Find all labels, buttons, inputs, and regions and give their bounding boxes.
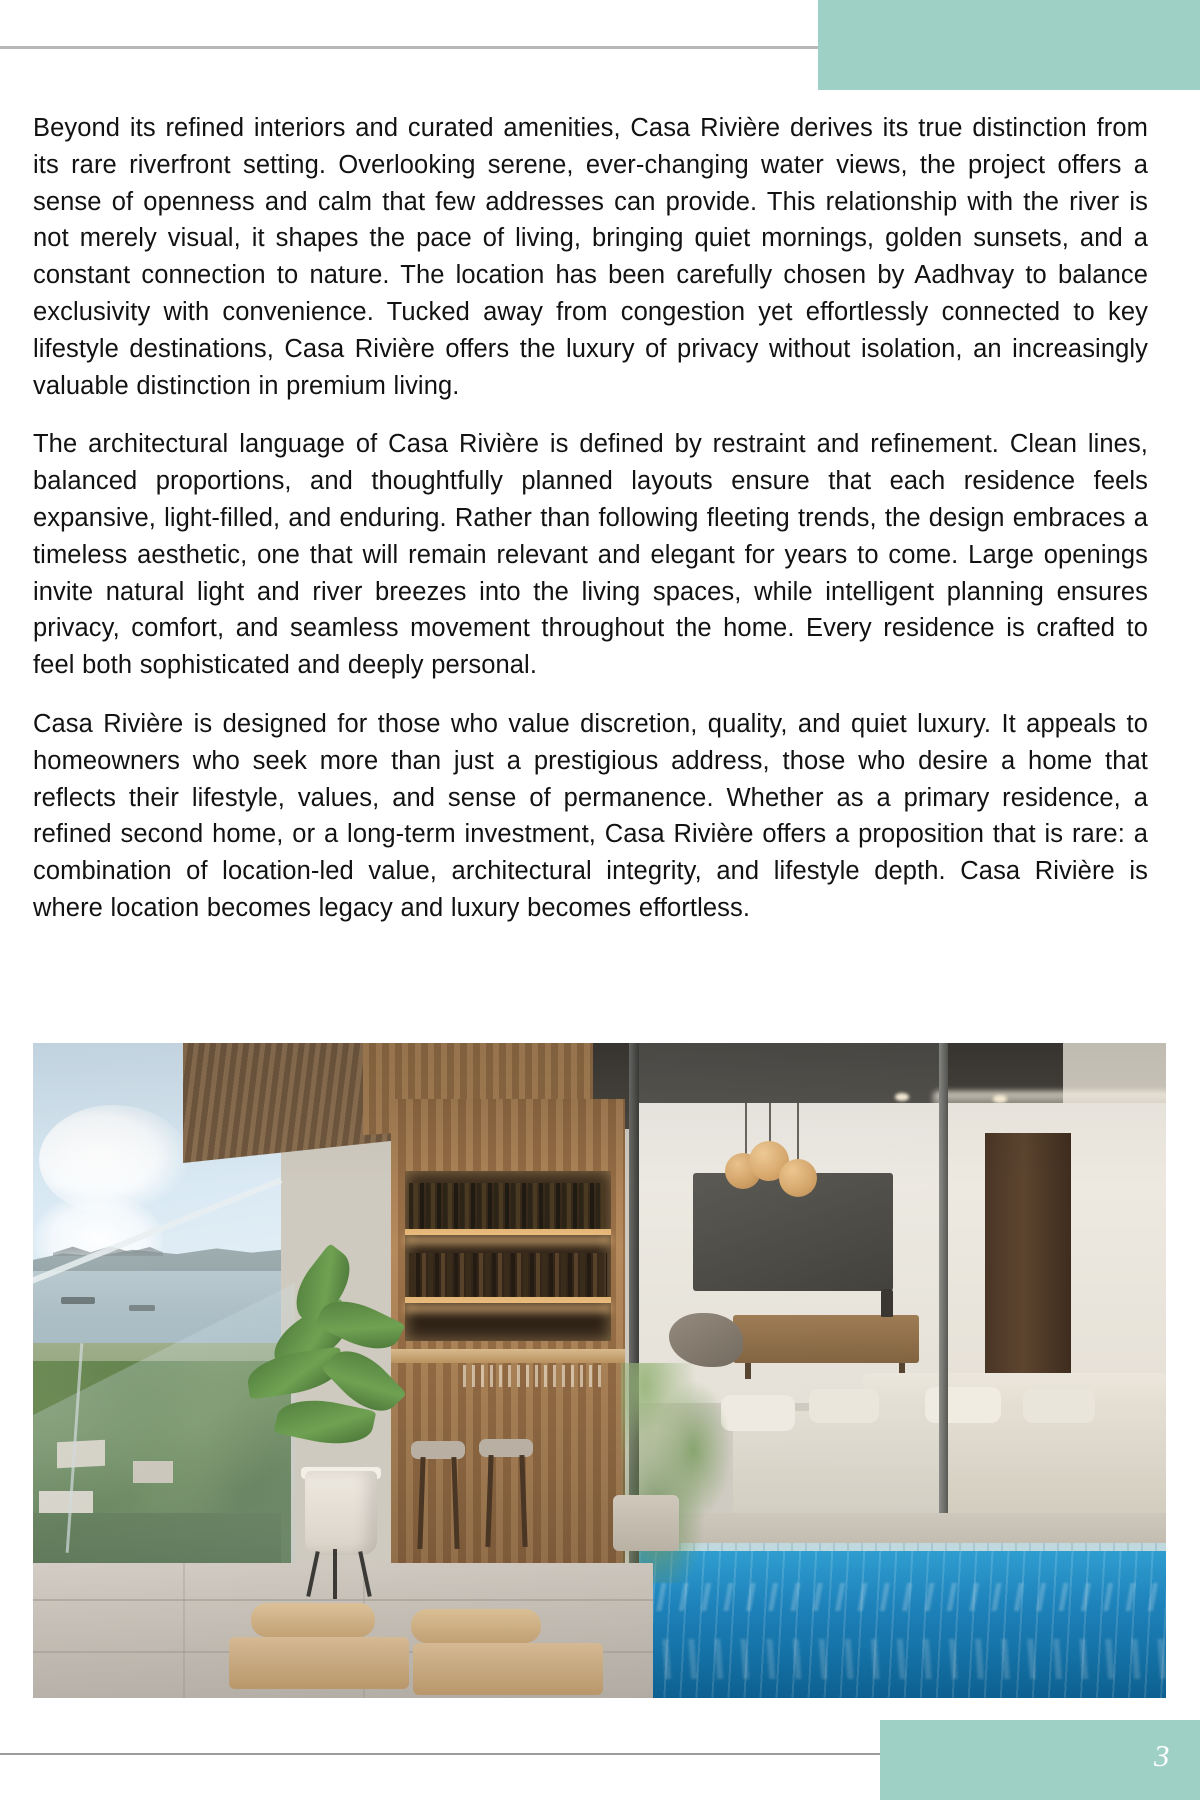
ceiling-spotlight-icon bbox=[993, 1095, 1007, 1103]
bar-stool bbox=[411, 1441, 465, 1459]
header-accent-block bbox=[818, 0, 1200, 90]
planter-pot bbox=[613, 1495, 679, 1551]
paragraph-2: The architectural language of Casa Rivière is defined by restraint and refinement. Clean lines, balanced proportions, and thoughtfully planned layouts ensure that each residence feels expansive, light-filled, and enduring. Rather than following fleeting trends, the design embraces a timeless aesthetic, one that will remain relevant and elegant for years to come. Large openings invite natural light and river breezes into the living spaces, while intelligent planning ensures privacy, comfort, and seamless movement throughout the home. Every residence is crafted to feel both sophisticated and deeply personal. bbox=[33, 430, 1148, 680]
planter-pot bbox=[305, 1471, 377, 1555]
shelf-glow bbox=[405, 1235, 611, 1245]
lounger-cushion bbox=[229, 1637, 409, 1689]
boat-icon bbox=[61, 1297, 95, 1304]
terrace-tile-joint bbox=[33, 1599, 653, 1601]
shelf-glow bbox=[405, 1303, 611, 1313]
bottle-row-icon bbox=[409, 1183, 607, 1229]
bar-counter bbox=[391, 1349, 625, 1363]
article-body bbox=[33, 110, 1148, 927]
water-ripple bbox=[639, 1583, 1166, 1611]
footer-divider-rule bbox=[0, 1753, 888, 1755]
lounger-bolster bbox=[411, 1609, 541, 1643]
bottle-row-icon bbox=[409, 1253, 607, 1297]
stemware-rack-icon bbox=[463, 1365, 603, 1387]
window-mullion bbox=[939, 1043, 948, 1583]
terrace-tile-joint bbox=[183, 1563, 185, 1698]
footer-accent-block bbox=[880, 1720, 1200, 1800]
page-number: 3 bbox=[1154, 1738, 1170, 1773]
header-divider-rule bbox=[0, 46, 818, 49]
paragraph-3: Casa Rivière is designed for those who value discretion, quality, and quiet luxury. It appeals to homeowners who seek more than just a prestigious address, those who desire a home that reflects their lifestyle, values, and sense of permanence. Whether as a primary residence, a refined second home, or a long-term investment, Casa Rivière offers a proposition that is rare: a combination of location-led value, architectural integrity, and lifestyle depth. Casa Rivière is where location becomes legacy and luxury becomes effortless. bbox=[33, 709, 1148, 922]
lounger-bolster bbox=[251, 1603, 375, 1637]
planter-stand-leg bbox=[333, 1549, 337, 1599]
water-ripple bbox=[639, 1639, 1166, 1679]
sofa-cushion bbox=[1023, 1389, 1095, 1423]
paragraph-1: Beyond its refined interiors and curated amenities, Casa Rivière derives its true distinction from its rare riverfront setting. Overlooking serene, ever-changing water views, the project offers a sense of openness and calm that few addresses can provide. This relationship with the river is not merely visual, it shapes the pace of living, bringing quiet mornings, golden sunsets, and a constant connection to nature. The location has been carefully chosen by Aadhvay to balance exclusivity with convenience. Tucked away from congestion yet effortlessly connected to key lifestyle destinations, Casa Rivière offers the luxury of privacy without isolation, an increasingly valuable distinction in premium living. bbox=[33, 114, 1148, 400]
bar-stool bbox=[479, 1439, 533, 1457]
boat-icon bbox=[129, 1305, 155, 1311]
wood-door bbox=[985, 1133, 1071, 1383]
lounger-cushion bbox=[413, 1643, 603, 1695]
interior-photograph bbox=[33, 1043, 1166, 1698]
